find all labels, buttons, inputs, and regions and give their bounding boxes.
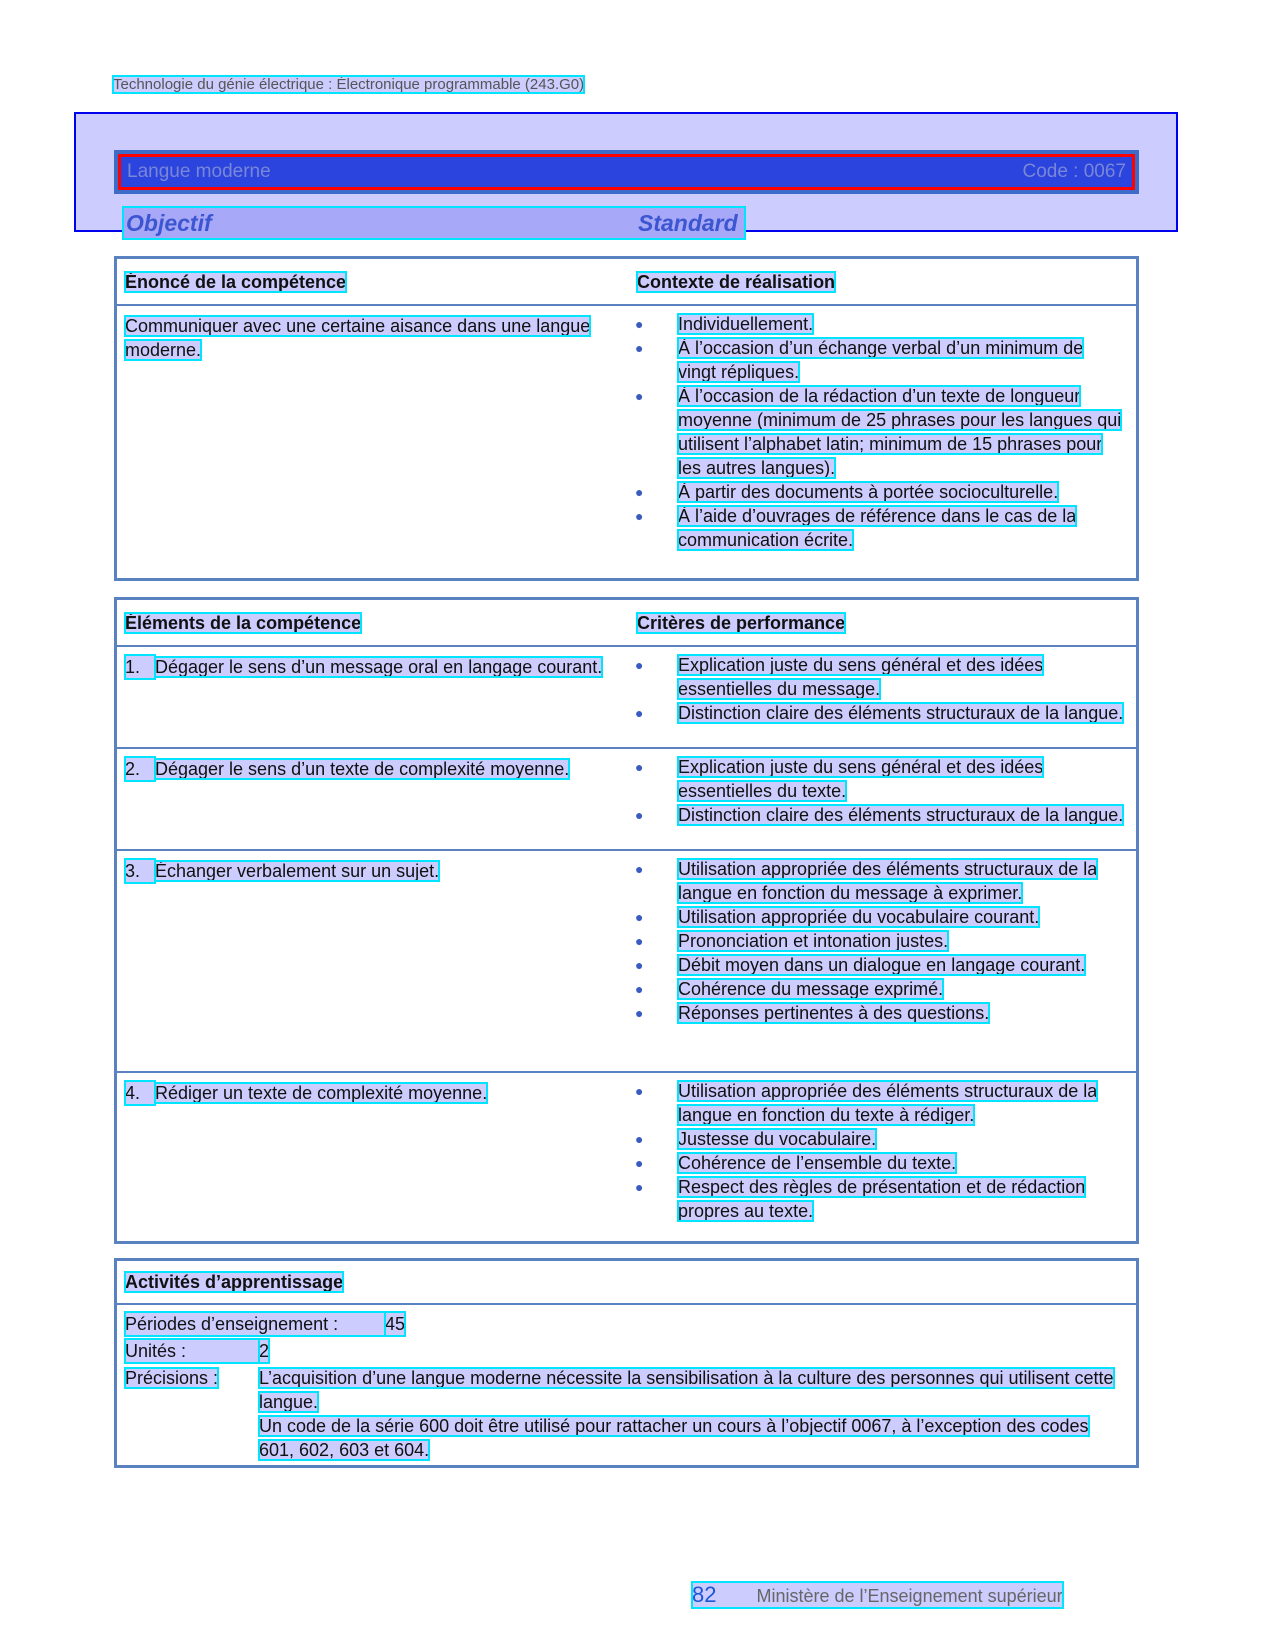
precision-1: L’acquisition d’une langue moderne nécessite la sensibilisation à la culture des personnes qui utilisent cette langue. [259, 1368, 1114, 1412]
page-footer [692, 1582, 1063, 1608]
criterion-item: ● Distinction claire des éléments structuraux de la langue. [635, 805, 1124, 825]
element-text: Dégager le sens d’un message oral en langage courant. [155, 657, 603, 677]
criterion-item: ● Prononciation et intonation justes. [635, 931, 949, 951]
bullet-icon: ● [635, 1131, 644, 1147]
bullet-icon: ● [635, 957, 644, 973]
criterion-item: ● Utilisation appropriée des éléments structuraux de la langue en fonction du texte à rédiger. [635, 1081, 1098, 1125]
criteria-list [635, 755, 1126, 827]
criterion-item: ● Réponses pertinentes à des questions. [635, 1003, 990, 1023]
bullet-icon: ● [635, 388, 644, 404]
units-value: 2 [259, 1341, 270, 1361]
bullet-icon: ● [635, 705, 644, 721]
bullet-icon: ● [635, 1083, 644, 1099]
criterion-item: ● À l’aide d’ouvrages de référence dans le cas de la communication écrite. [635, 506, 1077, 550]
element-number: 4. [125, 1081, 155, 1105]
bullet-icon: ● [635, 861, 644, 877]
element-number: 2. [125, 757, 155, 781]
competence-table [114, 256, 1139, 581]
criteria-list [635, 857, 1126, 1025]
periods-value: 45 [385, 1314, 406, 1334]
bullet-icon: ● [635, 316, 644, 332]
course-code: Code : 0067 [1022, 161, 1126, 182]
activities-table [114, 1258, 1139, 1468]
context-list [635, 312, 1126, 552]
element-text: Rédiger un texte de complexité moyenne. [155, 1083, 488, 1103]
periods-label: Périodes d’enseignement : [125, 1312, 385, 1336]
criterion-item: ● Individuellement. [635, 314, 814, 334]
units-label: Unités : [125, 1339, 259, 1363]
criterion-item: ● Explication juste du sens général et des idées essentielles du texte. [635, 757, 1044, 801]
element-row [117, 1071, 1136, 1229]
criterion-item: ● À l’occasion de la rédaction d’un texte de longueur moyenne (minimum de 25 phrases pour les langues qui utilisent l’alphabet latin; minimum de 15 phrases pour les autres langues). [635, 386, 1122, 478]
criterion-item: ● Cohérence de l’ensemble du texte. [635, 1153, 957, 1173]
element-text: Échanger verbalement sur un sujet. [155, 861, 440, 881]
bullet-icon: ● [635, 340, 644, 356]
precisions-label: Précisions : [125, 1368, 219, 1388]
element-number: 1. [125, 655, 155, 679]
criterion-item: ● Débit moyen dans un dialogue en langage courant. [635, 955, 1086, 975]
bullet-icon: ● [635, 1179, 644, 1195]
element-row [117, 849, 1136, 1071]
criterion-item: ● Utilisation appropriée du vocabulaire courant. [635, 907, 1040, 927]
precision-2: Un code de la série 600 doit être utilisé pour rattacher un cours à l’objectif 0067, à l’exception des codes 601, 602, 603 et 604. [259, 1416, 1089, 1460]
criterion-item: ● À partir des documents à portée socioculturelle. [635, 482, 1059, 502]
activities-heading: Activités d’apprentissage [125, 1272, 344, 1292]
bullet-icon: ● [635, 807, 644, 823]
elements-heading: Éléments de la compétence [125, 613, 362, 633]
criteria-heading: Critères de performance [637, 613, 846, 633]
elements-table [114, 597, 1139, 1244]
competence-statement: Communiquer avec une certaine aisance dans une langue moderne. [125, 316, 591, 360]
standard-label: Standard [638, 210, 738, 236]
objective-standard-row [124, 208, 744, 238]
criterion-item: ● Utilisation appropriée des éléments structuraux de la langue en fonction du message à exprimer. [635, 859, 1098, 903]
criterion-item: ● Cohérence du message exprimé. [635, 979, 944, 999]
bullet-icon: ● [635, 759, 644, 775]
ministry-name: Ministère de l’Enseignement supérieur [756, 1586, 1063, 1606]
bullet-icon: ● [635, 508, 644, 524]
criterion-item: ● Justesse du vocabulaire. [635, 1129, 877, 1149]
element-text: Dégager le sens d’un texte de complexité moyenne. [155, 759, 570, 779]
context-heading: Contexte de réalisation [637, 272, 836, 292]
bullet-icon: ● [635, 484, 644, 500]
element-number: 3. [125, 859, 155, 883]
criteria-list [635, 1079, 1126, 1223]
criterion-item: ● Explication juste du sens général et des idées essentielles du message. [635, 655, 1044, 699]
statement-heading: Énoncé de la compétence [125, 272, 347, 292]
bullet-icon: ● [635, 1005, 644, 1021]
bullet-icon: ● [635, 981, 644, 997]
course-title: Langue moderne [127, 161, 271, 182]
objective-label: Objectif [126, 210, 212, 236]
element-row [117, 747, 1136, 849]
bullet-icon: ● [635, 909, 644, 925]
bullet-icon: ● [635, 933, 644, 949]
criterion-item: ● À l’occasion d’un échange verbal d’un minimum de vingt répliques. [635, 338, 1084, 382]
criteria-list [635, 653, 1126, 725]
element-row [117, 645, 1136, 747]
page-number: 82 [692, 1582, 717, 1607]
title-bar [114, 150, 1139, 194]
running-header: Technologie du génie électrique : Électronique programmable (243.G0) [113, 76, 585, 93]
bullet-icon: ● [635, 1155, 644, 1171]
criterion-item: ● Respect des règles de présentation et de rédaction propres au texte. [635, 1177, 1086, 1221]
bullet-icon: ● [635, 657, 644, 673]
criterion-item: ● Distinction claire des éléments structuraux de la langue. [635, 703, 1124, 723]
